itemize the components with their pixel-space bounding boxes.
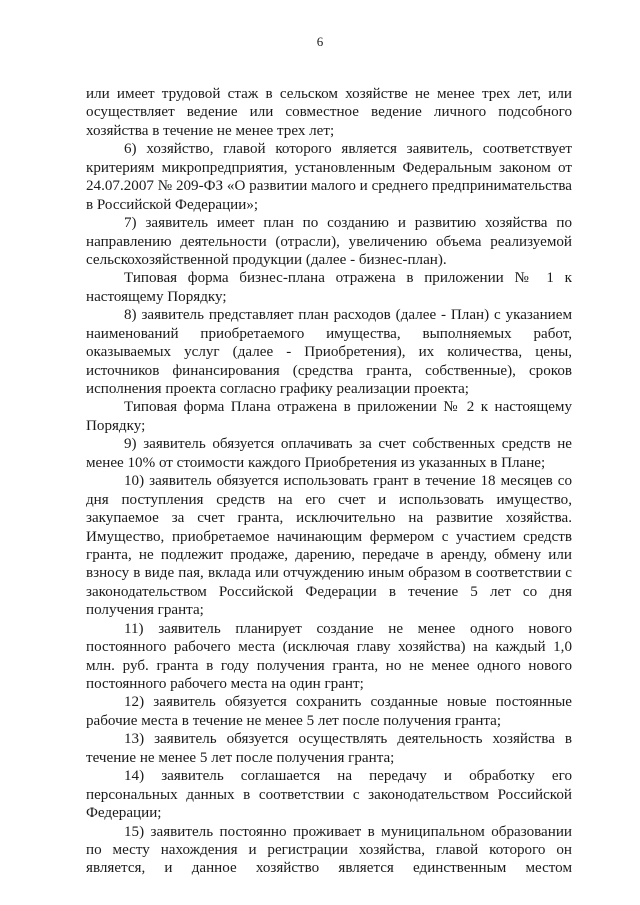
text-line: закупаемое за счет гранта, исключительно на развитие хозяйства. <box>86 510 572 527</box>
text-line: 7) заявитель имеет план по созданию и развитию хозяйства по <box>124 215 572 232</box>
text-line: сельскохозяйственной продукции (далее - бизнес-план). <box>86 251 447 268</box>
text-line: постоянного рабочего места (исключая главу хозяйства) на каждый 1,0 <box>86 639 572 656</box>
text-line: Порядку; <box>86 417 146 434</box>
text-line: или имеет трудовой стаж в сельском хозяйстве не менее трех лет, или <box>86 86 572 102</box>
text-line: наименований приобретаемого имущества, выполняемых работ, <box>86 325 572 342</box>
text-line: 13) заявитель обязуется осуществлять деятельность хозяйства в <box>124 731 572 748</box>
text-line: 9) заявитель обязуется оплачивать за счет собственных средств не <box>124 436 572 453</box>
text-line: гранта, не подлежит продаже, дарению, передаче в аренду, обмену или <box>86 546 572 563</box>
text-line: постоянного рабочего места на один грант; <box>86 676 364 692</box>
text-line: законодательством Российской Федерации в течение 5 лет со дня <box>86 583 572 600</box>
text-line: Федерации; <box>86 805 162 822</box>
text-line: по месту нахождения и регистрации хозяйства, главой которого он <box>86 841 572 858</box>
text-line: 6) хозяйство, главой которого является заявитель, соответствует <box>124 141 572 158</box>
text-line: менее 10% от стоимости каждого Приобретения из указанных в Плане; <box>86 454 546 471</box>
text-line: Имущество, приобретаемое начинающим фермером с участием средств <box>86 528 572 545</box>
text-line: получения гранта; <box>86 602 204 619</box>
text-line: рабочие места в течение не менее 5 лет после получения гранта; <box>86 712 502 729</box>
text-line: млн. руб. гранта в году получения гранта, но не менее одного нового <box>86 657 572 674</box>
text-line: оказываемых услуг (далее - Приобретения), их количества, цены, <box>86 344 572 361</box>
text-line: исполнения проекта согласно графику реализации проекта; <box>86 381 469 397</box>
text-line: персональных данных в соответствии с законодательством Российской <box>86 786 572 803</box>
text-line: критериям микропредприятия, установленным Федеральным законом от <box>86 159 572 176</box>
text-line: 15) заявитель постоянно проживает в муниципальном образовании <box>124 823 572 840</box>
text-line: взносу в виде пая, вклада или отчуждению иным образом в соответствии с <box>86 565 572 582</box>
text-line: настоящему Порядку; <box>86 288 227 305</box>
text-line: 24.07.2007 № 209-ФЗ «О развитии малого и среднего предпринимательства <box>86 178 572 195</box>
text-line: 8) заявитель представляет план расходов (далее - План) с указанием <box>124 307 572 324</box>
text-line: 12) заявитель обязуется сохранить созданные новые постоянные <box>124 694 572 711</box>
text-line: осуществляет ведение или совместное ведение личного подсобного <box>86 104 572 121</box>
text-line: в Российской Федерации»; <box>86 196 259 213</box>
text-line: 14) заявитель соглашается на передачу и обработку его <box>124 768 572 785</box>
page-number: 6 <box>316 34 324 49</box>
text-line: дня поступления средств на его счет и использовать имущество, <box>86 491 572 508</box>
text-line: Типовая форма бизнес-плана отражена в приложении № 1 к <box>124 270 572 287</box>
text-line: источников финансирования (средства гранта, собственные), сроков <box>86 362 572 379</box>
text-line: течение не менее 5 лет после получения гранта; <box>86 749 395 766</box>
text-line: хозяйства в течение не менее трех лет; <box>86 122 335 139</box>
text-line: направлению деятельности (отрасли), увеличению объема реализуемой <box>86 233 572 250</box>
text-line: является, и данное хозяйство является единственным местом <box>86 860 572 877</box>
text-line: 10) заявитель обязуется использовать грант в течение 18 месяцев со <box>124 473 572 490</box>
text-line: 11) заявитель планирует создание не менее одного нового <box>124 620 572 637</box>
text-line: Типовая форма Плана отражена в приложении № 2 к настоящему <box>124 399 572 416</box>
document-body <box>86 85 572 878</box>
